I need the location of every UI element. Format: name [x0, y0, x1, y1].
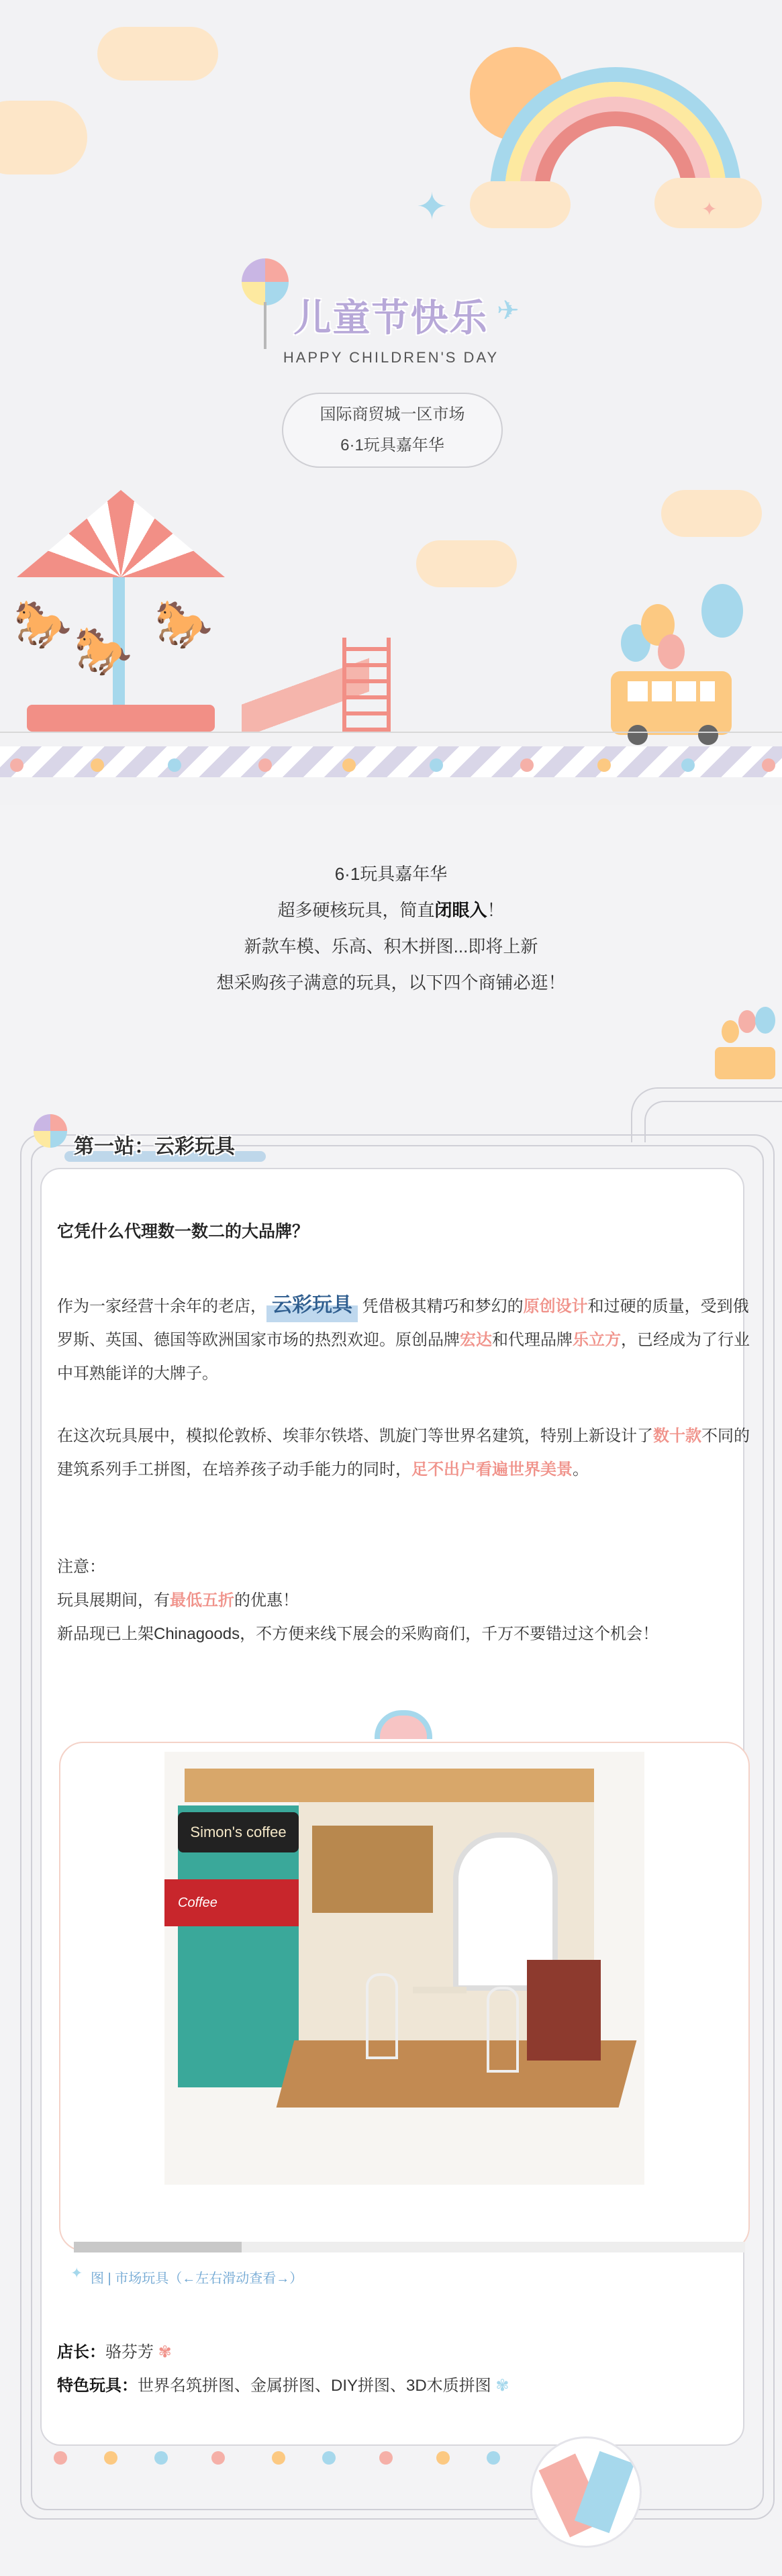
- lollipop-icon: [430, 758, 443, 772]
- image-caption: 图 | 市场玩具（←左右滑动查看→）: [91, 2271, 303, 2286]
- intro-text: ！: [487, 900, 505, 920]
- lollipop-icon: [681, 758, 695, 772]
- balloon-icon: [738, 1010, 756, 1033]
- para-text: ，已经成为了行业中耳熟能详的大牌子。: [57, 1331, 750, 1383]
- shop-info: [57, 2336, 509, 2403]
- balloon-icon: [658, 634, 685, 669]
- lollipop-icon: [10, 758, 23, 772]
- horse-icon: 🐎: [154, 598, 213, 650]
- owner-label: 店长：: [57, 2343, 105, 2361]
- decorative-stripe: [0, 746, 782, 777]
- sparkle-icon: ✦: [70, 2265, 83, 2281]
- dollhouse-shelf: [312, 1826, 433, 1913]
- dollhouse-sign: Simon's coffee: [178, 1812, 299, 1852]
- para-highlight: 原创设计: [523, 1297, 588, 1316]
- lollipop-icon: [487, 2451, 500, 2465]
- toys-line: [57, 2369, 509, 2403]
- para-text: 作为一家经营十余年的老店，: [57, 1297, 266, 1316]
- pill-line-2: 6·1玩具嘉年华: [340, 436, 444, 454]
- dollhouse-chair: [366, 1973, 398, 2059]
- pinwheel-icon: ✾: [158, 2343, 172, 2361]
- para-text: 和代理品牌: [492, 1331, 573, 1349]
- dollhouse-chair: [487, 1987, 519, 2073]
- section-question-block: [57, 1215, 752, 1248]
- notes-block: [57, 1550, 752, 1651]
- page-title: 儿童节快乐: [293, 297, 489, 339]
- station-title: 第一站：云彩玩具: [74, 1136, 235, 1158]
- section-question: 它凭什么代理数一数二的大品牌？: [57, 1222, 309, 1241]
- para-highlight: 乐立方: [573, 1331, 621, 1349]
- intro-line-2: [0, 892, 782, 928]
- para-text: 玩具展期间，有: [57, 1591, 170, 1609]
- para-text: 凭借极其精巧和梦幻的: [358, 1297, 524, 1316]
- lollipop-icon: [342, 758, 356, 772]
- paragraph-1-text: [57, 1289, 752, 1391]
- toys-label: 特色玩具：: [57, 2377, 138, 2395]
- horse-icon: 🐎: [74, 625, 133, 677]
- para-text: 在这次玩具展中，模拟伦敦桥、埃菲尔铁塔、凯旋门等世界名建筑，特别上新设计了: [57, 1427, 653, 1445]
- para-text: 不同的建筑系列手工拼图，在培养孩子动手能力的同时，: [57, 1427, 750, 1479]
- note-line-1: [57, 1584, 752, 1618]
- balloon-icon: [755, 1007, 775, 1034]
- carousel-roof-icon: [17, 490, 225, 577]
- lollipop-icon: [436, 2451, 450, 2465]
- paragraph-2: [57, 1420, 752, 1487]
- para-highlight: 最低五折: [170, 1591, 234, 1609]
- lollipop-icon: [272, 2451, 285, 2465]
- school-bus-icon: [715, 1047, 775, 1079]
- para-highlight: 足不出户看遍世界美景: [411, 1460, 573, 1479]
- cloud-decoration: [416, 540, 517, 587]
- pencil-badge-icon: [530, 2436, 642, 2548]
- carousel-base: [27, 705, 215, 732]
- bus-wheel: [698, 725, 718, 745]
- intro-highlight: 闭眼入: [434, 900, 487, 920]
- intro-block: [0, 856, 782, 1001]
- para-text: 的优惠！: [234, 1591, 299, 1609]
- page-subtitle: HAPPY CHILDREN'S DAY: [283, 349, 499, 366]
- ground-line: [0, 732, 782, 733]
- intro-line-3: 新款车模、乐高、积木拼图...即将上新: [244, 936, 538, 956]
- toys-value: 世界名筑拼图、金属拼图、DIY拼图、3D木质拼图: [138, 2377, 491, 2395]
- sparkle-icon: ✦: [701, 199, 718, 219]
- cloud-decoration: [470, 181, 571, 228]
- note-label: 注意：: [57, 1558, 105, 1576]
- para-highlight: 宏达: [460, 1331, 492, 1349]
- note-line-2: 新品现已上架Chinagoods，不方便来线下展会的采购商们，千万不要错过这个机会！: [57, 1625, 659, 1643]
- lollipop-icon: [597, 758, 611, 772]
- bus-window: [628, 681, 715, 701]
- lollipop-icon: [104, 2451, 117, 2465]
- lollipop-icon: [211, 2451, 225, 2465]
- intro-line-4: 想采购孩子满意的玩具，以下四个商铺必逛！: [216, 973, 566, 993]
- owner-line: [57, 2336, 509, 2369]
- paragraph-1: [57, 1289, 752, 1391]
- paragraph-2-text: [57, 1420, 752, 1487]
- horse-icon: 🐎: [13, 598, 72, 650]
- cloud-decoration: [661, 490, 762, 537]
- balloon-icon: [722, 1020, 739, 1043]
- brand-name: 云彩玩具: [266, 1289, 358, 1322]
- product-image: [164, 1752, 644, 2185]
- lollipop-icon: [54, 2451, 67, 2465]
- dollhouse-awning: Coffee: [164, 1879, 299, 1926]
- dollhouse-table: [413, 1987, 467, 2067]
- balloon-icon: [701, 584, 743, 638]
- pinwheel-icon: [34, 1114, 67, 1148]
- lollipop-icon: [379, 2451, 393, 2465]
- para-text: 和过硬的质量，受到俄罗斯、英国、德国等欧洲国家市场的热烈欢迎。原创品牌: [57, 1297, 749, 1349]
- dollhouse-roof: [185, 1769, 594, 1802]
- bus-wheel: [628, 725, 648, 745]
- intro-line-1: 6·1玩具嘉年华: [334, 864, 448, 884]
- dollhouse-piano: [527, 1960, 601, 2061]
- lollipop-icon: [322, 2451, 336, 2465]
- lollipop-icon: [762, 758, 775, 772]
- cloud-decoration: [97, 27, 218, 81]
- para-highlight: 数十款: [653, 1427, 701, 1445]
- paper-plane-icon: ✈: [497, 296, 520, 326]
- intro-text: 超多硬核玩具，简直: [277, 900, 435, 920]
- lollipop-icon: [258, 758, 272, 772]
- event-pill: [282, 393, 503, 468]
- pinwheel-icon: ✾: [495, 2377, 509, 2395]
- hero-banner: [0, 0, 782, 805]
- owner-name: 骆芬芳: [105, 2343, 154, 2361]
- lollipop-icon: [154, 2451, 168, 2465]
- para-text: 。: [573, 1460, 589, 1479]
- carousel-scrollbar-thumb[interactable]: [74, 2242, 242, 2252]
- pill-line-1: 国际商贸城一区市场: [320, 405, 465, 424]
- lollipop-icon: [91, 758, 104, 772]
- cloud-decoration: [0, 101, 87, 175]
- lollipop-icon: [168, 758, 181, 772]
- lollipop-icon: [520, 758, 534, 772]
- slide-ladder: [342, 638, 391, 732]
- sparkle-icon: ✦: [416, 185, 448, 228]
